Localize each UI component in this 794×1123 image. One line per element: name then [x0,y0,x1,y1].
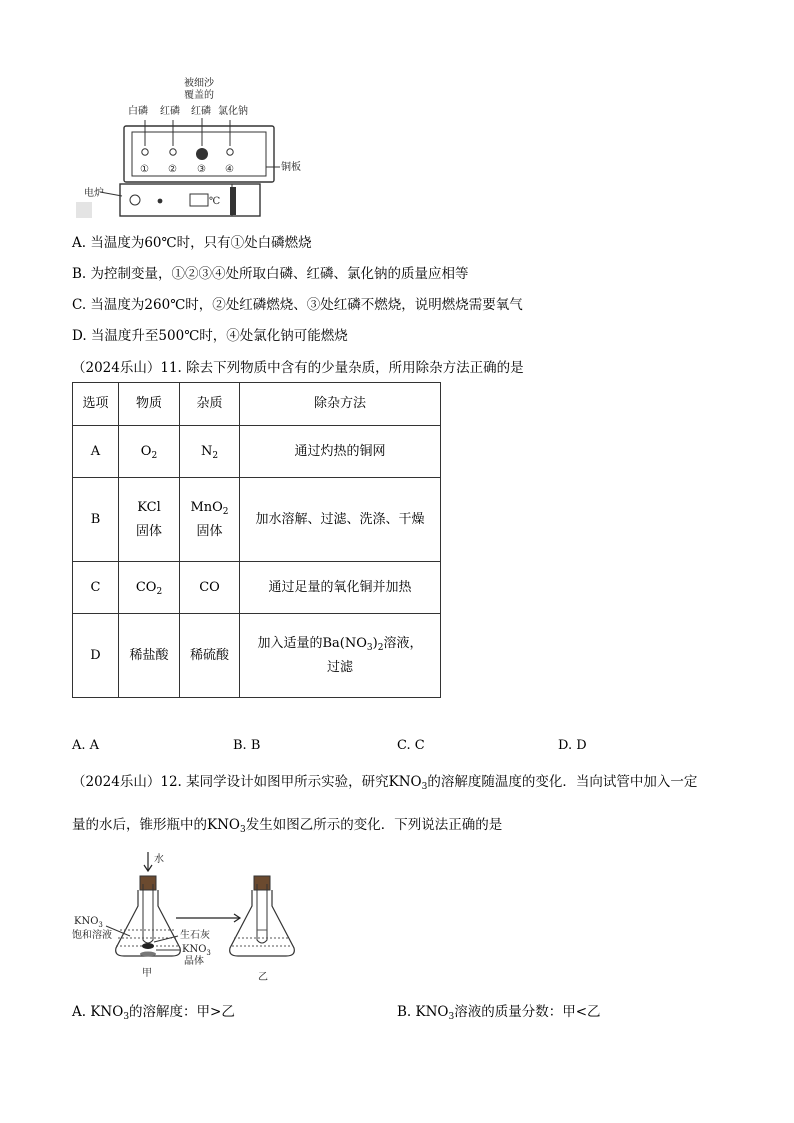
row-c-method: 通过足量的氧化铜并加热 [240,562,441,614]
q10-option-d: D. 当温度升至500℃时，④处氯化钠可能燃烧 [72,328,348,344]
q11-answer-c: C. C [397,738,425,753]
furnace-label: 电炉 [84,188,104,199]
crystal-label-text: 晶体 [184,956,204,967]
q12-option-b: B. $KNO_3$溶液的质量分数：甲<乙 [397,1004,601,1022]
q11-answer-d: D. D [558,738,587,753]
figure-jia-label: 甲 [142,968,152,979]
row-c-impurity: CO [180,562,240,614]
row-d-impurity: 稀硫酸 [180,614,240,698]
row-d-method: 加入适量的$Ba(NO_3)_2$溶液， 过滤 [240,614,441,698]
q10-option-b: B. 为控制变量，①②③④处所取白磷、红磷、氯化钠的质量应相等 [72,266,469,282]
table-row [73,614,441,698]
flask-figure [72,846,372,986]
figure-yi-label: 乙 [258,972,268,983]
covered-label-2: 覆盖的 [184,90,214,101]
q12-option-a: A. $KNO_3$的溶解度：甲>乙 [72,1004,235,1022]
number-1: ① [140,164,149,175]
row-b-impurity: MnO$_2$ 固体 [180,478,240,562]
number-2: ② [168,164,177,175]
label-red-phosphorus-1: 红磷 [160,106,180,117]
table-row [73,426,441,478]
row-b-option: B [73,478,119,562]
table-row [73,562,441,614]
row-b-substance: KCl 固体 [119,478,180,562]
water-label: 水 [154,854,164,865]
header-option: 选项 [73,383,119,426]
q11-answer-b: B. B [233,738,261,753]
q11-answer-a: A. A [72,738,100,753]
saturated-solution-label: 饱和溶液 [72,930,112,941]
row-a-substance: $O_2$ [119,426,180,478]
row-a-method: 通过灼热的铜网 [240,426,441,478]
row-d-substance: 稀盐酸 [119,614,180,698]
furnace-figure [72,72,312,222]
number-4: ④ [225,164,234,175]
q10-option-c: C. 当温度为260℃时，②处红磷燃烧、③处红磷不燃烧，说明燃烧需要氧气 [72,297,523,313]
table-row [73,478,441,562]
row-d-option: D [73,614,119,698]
q10-option-a: A. 当温度为60℃时，只有①处白磷燃烧 [72,235,312,251]
table-header-row [73,383,441,426]
impurity-table [72,382,441,698]
quicklime-label: 生石灰 [180,930,210,941]
label-sodium-chloride: 氯化钠 [218,106,248,117]
crystal-label-formula: $KNO_3$ [182,944,211,957]
row-a-option: A [73,426,119,478]
label-white-phosphorus: 白磷 [128,106,148,117]
row-c-substance: $CO_2$ [119,562,180,614]
covered-label-1: 被细沙 [184,78,214,89]
q12-stem-line1: （2024乐山）12. 某同学设计如图甲所示实验，研究$KNO_3$的溶解度随温度的变化．当向试管中加入一定 [72,774,698,792]
header-impurity: 杂质 [180,383,240,426]
label-red-phosphorus-2: 红磷 [191,106,211,117]
q11-stem: （2024乐山）11. 除去下列物质中含有的少量杂质，所用除杂方法正确的是 [72,360,524,376]
celsius-unit: ℃ [209,196,221,207]
header-substance: 物质 [119,383,180,426]
kno3-label: $KNO_3$ [74,916,103,929]
row-a-impurity: $N_2$ [180,426,240,478]
copper-plate-label: 铜板 [281,162,301,173]
header-method: 除杂方法 [240,383,441,426]
row-b-method: 加水溶解、过滤、洗涤、干燥 [240,478,441,562]
q12-stem-line2: 量的水后，锥形瓶中的$KNO_3$发生如图乙所示的变化．下列说法正确的是 [72,817,503,835]
number-3: ③ [197,164,206,175]
row-c-option: C [73,562,119,614]
